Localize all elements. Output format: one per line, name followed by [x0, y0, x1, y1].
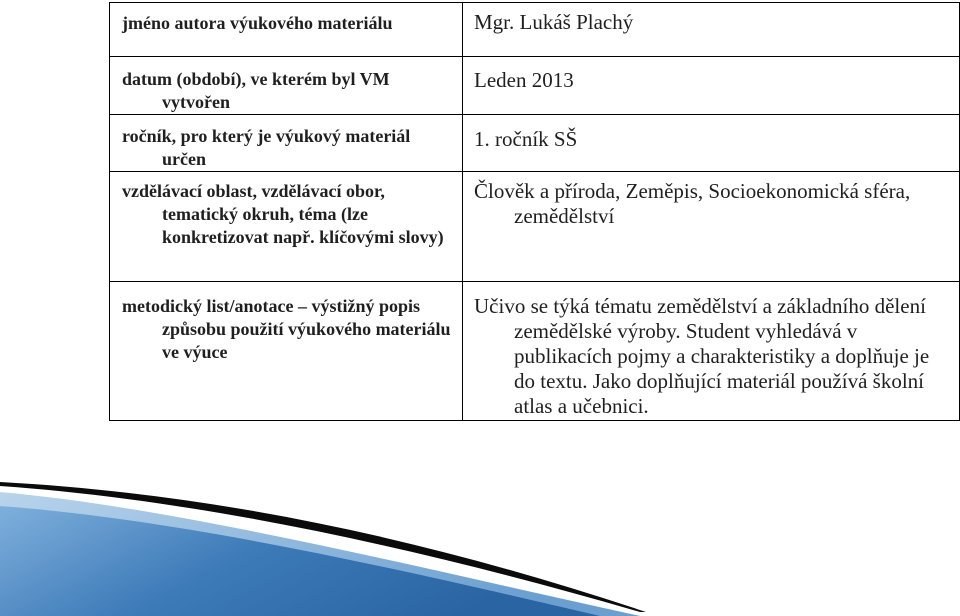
author-value: Mgr. Lukáš Plachý [474, 10, 634, 34]
grade-value: 1. ročník SŠ [474, 127, 578, 151]
subject-area-value: Člověk a příroda, Zeměpis, Socioekonomická sféra, zemědělství [474, 179, 911, 228]
annotation-label: metodický list/anotace – výstižný popis způsobu použití výukového materiálu ve výuce [122, 296, 451, 362]
author-label: jméno autora výukového materiálu [122, 13, 393, 33]
annotation-value: Učivo se týká tématu zemědělství a základního dělení zemědělské výroby. Student vyhledává v publikacích pojmy a charakteristiky a doplňuje je do textu. Jako doplňující materiál používá školní atlas a učebnici. [474, 294, 930, 418]
date-label: datum (období), ve kterém byl VM vytvořen [122, 69, 390, 112]
grade-label: ročník, pro který je výukový materiál určen [122, 126, 411, 169]
subject-area-label: vzdělávací oblast, vzdělávací obor, tematický okruh, téma (lze konkretizovat např. klíčovými slovy) [122, 181, 444, 247]
date-value: Leden 2013 [474, 68, 574, 92]
